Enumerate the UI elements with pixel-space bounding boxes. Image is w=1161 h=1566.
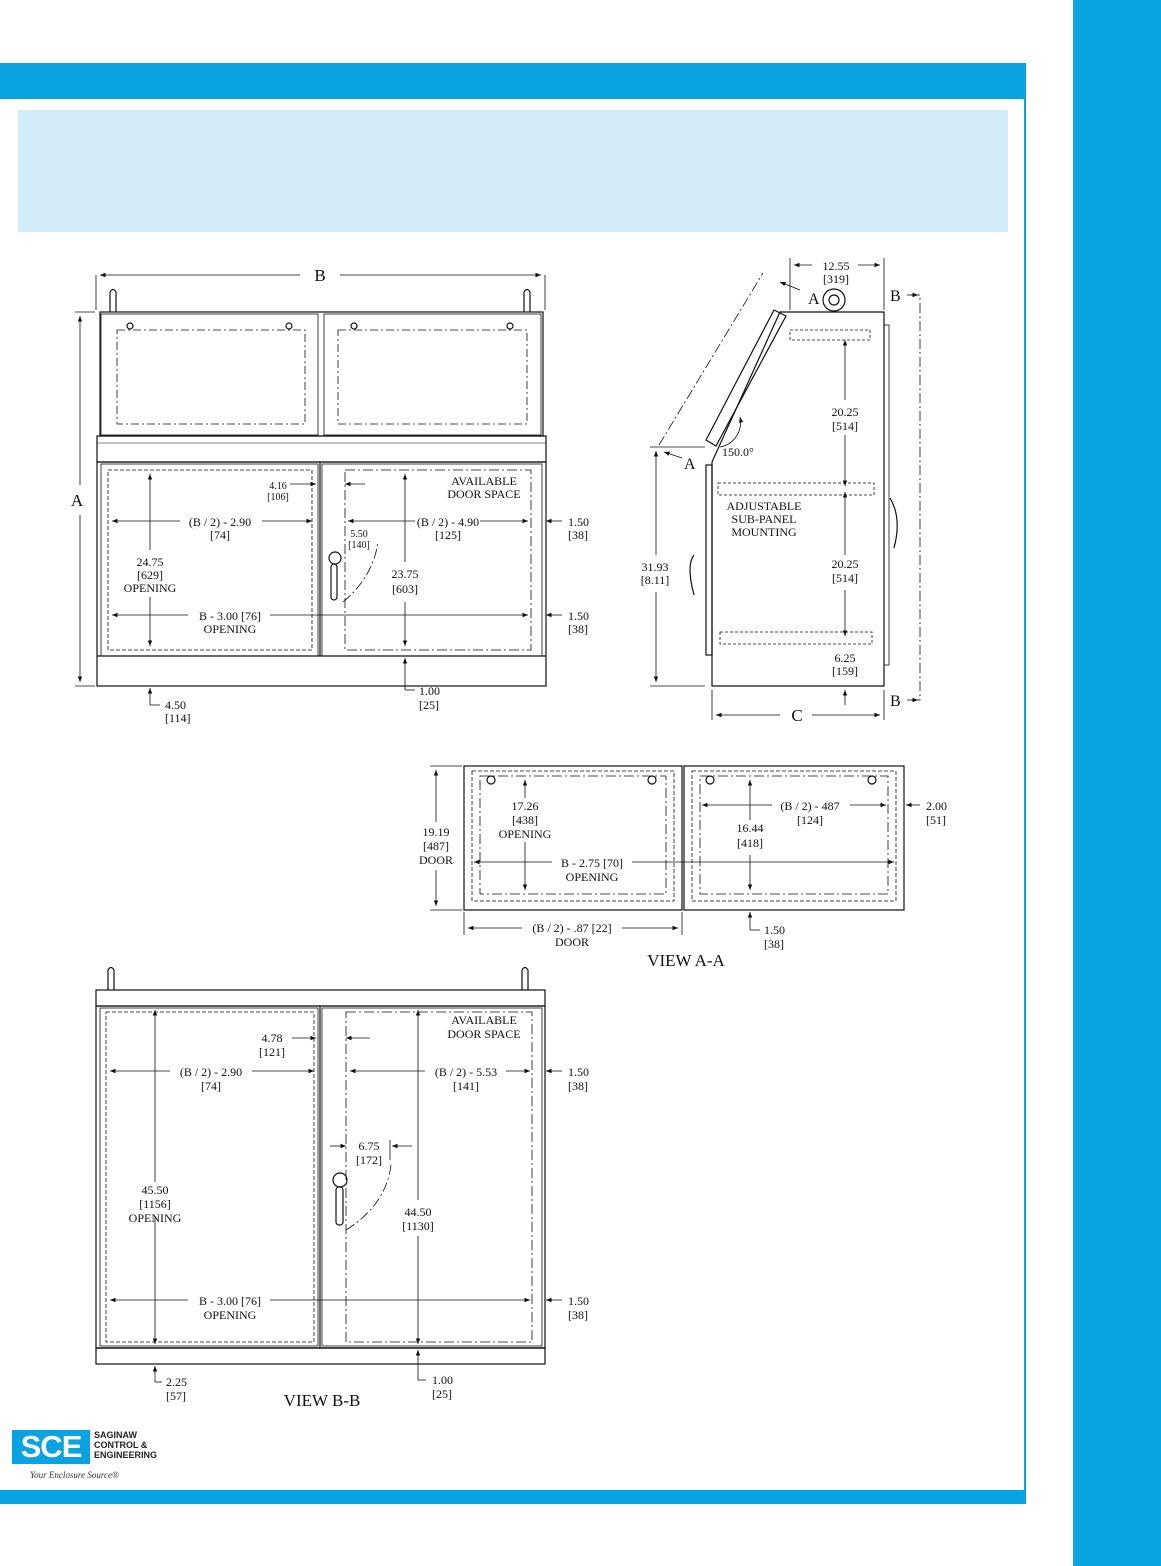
- view-a-labels: [419, 799, 947, 970]
- dimension-label: [74]: [201, 1079, 221, 1093]
- dimension-label: 5.50: [350, 529, 368, 540]
- dimension-label: [38]: [764, 937, 784, 951]
- dimension-label: [603]: [392, 582, 418, 596]
- dimension-label: [38]: [568, 528, 588, 542]
- dimension-label: (B / 2) - 2.90: [179, 1065, 243, 1079]
- dimension-label: DOOR: [554, 935, 590, 949]
- dimension-label: OPENING: [123, 581, 177, 595]
- dimension-label: [38]: [568, 1308, 588, 1322]
- view-a: [430, 766, 920, 935]
- dimension-label: [125]: [435, 528, 461, 542]
- dimension-label: B - 3.00 [76]: [199, 609, 261, 623]
- dimension-label: [487]: [423, 839, 449, 853]
- dimension-label: [38]: [568, 622, 588, 636]
- dimension-label: (B / 2) - 2.90: [188, 515, 252, 529]
- dimension-label: 1.50: [568, 1294, 589, 1308]
- dimension-label: 1.00: [419, 684, 440, 698]
- view-a-title: VIEW A-A: [647, 951, 725, 970]
- dimension-label: [141]: [453, 1079, 479, 1093]
- dimension-label: 4.50: [165, 698, 186, 712]
- dimension-label: [438]: [512, 813, 538, 827]
- dimension-label: ADJUSTABLE: [726, 499, 802, 513]
- dimension-label: [172]: [356, 1153, 382, 1167]
- logo-name: SAGINAW CONTROL & ENGINEERING: [94, 1430, 158, 1460]
- dimension-label: [418]: [737, 836, 763, 850]
- dimension-label: 17.26: [511, 799, 539, 813]
- dimension-label: [629]: [137, 568, 163, 582]
- dimension-label: 1.00: [432, 1373, 453, 1387]
- view-b-title: VIEW B-B: [283, 1391, 361, 1410]
- dimension-label: [1156]: [139, 1197, 171, 1211]
- side-view: [650, 258, 920, 720]
- dimension-label: 4.16: [269, 481, 287, 492]
- dimension-label: B - 2.75 [70]: [561, 856, 623, 870]
- dimension-label: [57]: [166, 1389, 186, 1403]
- section-b-label-top: B: [890, 288, 901, 305]
- section-b-label-bottom: B: [890, 693, 901, 710]
- dimension-label: (B / 2) - 5.53: [434, 1065, 498, 1079]
- dimension-label: [514]: [832, 419, 858, 433]
- dimension-label: [25]: [432, 1387, 452, 1401]
- dimension-label: 44.50: [404, 1205, 432, 1219]
- dimension-label: 1.50: [568, 515, 589, 529]
- angle-label: 150.0°: [722, 445, 754, 459]
- dimension-label: 4.78: [261, 1031, 283, 1045]
- front-height-label: A: [70, 491, 84, 510]
- dimension-label: [38]: [568, 1079, 588, 1093]
- dimension-label: (B / 2) - 487: [780, 799, 840, 813]
- dimension-label: [514]: [832, 571, 858, 585]
- dimension-label: (B / 2) - .87 [22]: [532, 921, 612, 935]
- dimension-label: [106]: [267, 492, 289, 503]
- dimension-label: OPENING: [203, 1308, 257, 1322]
- view-b-labels: [129, 1013, 589, 1410]
- dimension-label: AVAILABLE: [451, 1013, 517, 1027]
- dimension-label: 1.50: [568, 609, 589, 623]
- dimension-label: 2.25: [166, 1375, 187, 1389]
- dimension-label: 23.75: [391, 567, 419, 581]
- dimension-label: [140]: [348, 540, 370, 551]
- dimension-label: 6.75: [358, 1139, 380, 1153]
- dimension-label: 31.93: [641, 560, 669, 574]
- dimension-label: 20.25: [831, 405, 859, 419]
- dimension-label: 2.00: [926, 799, 947, 813]
- dimension-label: [8.11]: [640, 573, 670, 587]
- dimension-label: [159]: [832, 664, 858, 678]
- dimension-label: [319]: [823, 272, 849, 286]
- dimension-label: OPENING: [203, 622, 257, 636]
- dimension-label: [51]: [926, 813, 946, 827]
- dimension-label: [124]: [797, 813, 823, 827]
- dimension-label: [1130]: [402, 1219, 434, 1233]
- dimension-label: DOOR: [418, 853, 454, 867]
- depth-label: C: [791, 706, 803, 725]
- dimension-label: 16.44: [736, 821, 764, 835]
- dimension-label: DOOR SPACE: [447, 487, 521, 501]
- dimension-label: 1.50: [568, 1065, 589, 1079]
- dimension-label: 19.19: [422, 825, 450, 839]
- dimension-label: MOUNTING: [731, 525, 797, 539]
- front-width-label: B: [314, 266, 326, 285]
- side-view-labels: [641, 259, 901, 725]
- dimension-label: OPENING: [128, 1211, 182, 1225]
- dimension-label: 24.75: [136, 555, 164, 569]
- dimension-label: SUB-PANEL: [731, 512, 797, 526]
- company-logo: [10, 1426, 160, 1486]
- dimension-label: [74]: [210, 528, 230, 542]
- logo-mark: SCE: [12, 1430, 90, 1464]
- dimension-label: OPENING: [498, 827, 552, 841]
- dimension-label: [114]: [165, 711, 191, 725]
- dimension-label: [121]: [259, 1045, 285, 1059]
- dimension-label: B - 3.00 [76]: [199, 1294, 261, 1308]
- dimension-label: 45.50: [141, 1183, 169, 1197]
- dimension-label: (B / 2) - 4.90: [416, 515, 480, 529]
- dimension-label: OPENING: [565, 870, 619, 884]
- dimension-label: 20.25: [831, 557, 859, 571]
- logo-tagline: Your Enclosure Source®: [30, 1470, 119, 1480]
- section-a-label-bottom: A: [684, 456, 696, 473]
- dimension-label: AVAILABLE: [451, 474, 517, 488]
- dimension-label: 1.50: [764, 923, 785, 937]
- dimension-label: DOOR SPACE: [447, 1027, 521, 1041]
- dimension-label: 12.55: [822, 259, 850, 273]
- dimension-label: 6.25: [834, 651, 856, 665]
- section-a-label-top: A: [808, 291, 820, 308]
- dimension-label: [25]: [419, 698, 439, 712]
